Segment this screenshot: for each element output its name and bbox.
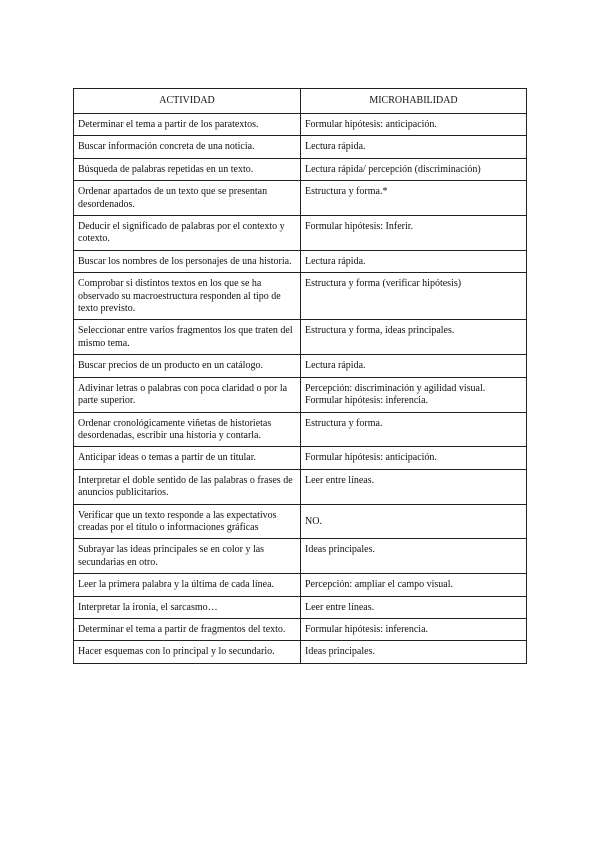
table-row — [74, 114, 527, 136]
microskill-cell: Ideas principales. — [301, 641, 527, 663]
table-row — [74, 539, 527, 574]
microskill-cell: Percepción: discriminación y agilidad visual. Formular hipótesis: inferencia. — [301, 377, 527, 412]
table-body — [74, 114, 527, 664]
activity-cell: Buscar precios de un producto en un catálogo. — [74, 355, 301, 377]
activity-cell: Búsqueda de palabras repetidas en un texto. — [74, 158, 301, 180]
activity-cell: Seleccionar entre varios fragmentos los que traten del mismo tema. — [74, 320, 301, 355]
microskill-cell: Lectura rápida. — [301, 136, 527, 158]
table-row — [74, 469, 527, 504]
activity-cell: Verificar que un texto responde a las expectativos creadas por el título o informaciones gráficas — [74, 504, 301, 539]
activity-cell: Leer la primera palabra y la última de cada línea. — [74, 574, 301, 596]
microskill-cell: Estructura y forma. — [301, 412, 527, 447]
table-row — [74, 618, 527, 640]
table-row — [74, 596, 527, 618]
microskill-cell: Leer entre líneas. — [301, 596, 527, 618]
table-row — [74, 412, 527, 447]
microskill-cell: Ideas principales. — [301, 539, 527, 574]
microskill-cell: Percepción: ampliar el campo visual. — [301, 574, 527, 596]
header-activity: ACTIVIDAD — [74, 89, 301, 114]
microskill-cell: Leer entre líneas. — [301, 469, 527, 504]
microskill-cell: Formular hipótesis: anticipación. — [301, 447, 527, 469]
activity-cell: Deducir el significado de palabras por el contexto y cotexto. — [74, 216, 301, 251]
microskill-cell: Formular hipótesis: anticipación. — [301, 114, 527, 136]
microskill-cell: Lectura rápida/ percepción (discriminación) — [301, 158, 527, 180]
table-row — [74, 136, 527, 158]
table-row — [74, 447, 527, 469]
activity-cell: Determinar el tema a partir de los paratextos. — [74, 114, 301, 136]
activity-cell: Interpretar la ironía, el sarcasmo… — [74, 596, 301, 618]
header-microskill: MICROHABILIDAD — [301, 89, 527, 114]
activity-microskill-table — [73, 88, 527, 664]
activity-cell: Interpretar el doble sentido de las palabras o frases de anuncios publicitarios. — [74, 469, 301, 504]
activity-cell: Comprobar si distintos textos en los que se ha observado su macroestructura responden al tipo de texto previsto. — [74, 273, 301, 320]
microskill-cell: Formular hipótesis: inferencia. — [301, 618, 527, 640]
microskill-cell: Lectura rápida. — [301, 250, 527, 272]
table-row — [74, 377, 527, 412]
table-row — [74, 250, 527, 272]
microskill-cell: Lectura rápida. — [301, 355, 527, 377]
table-row — [74, 355, 527, 377]
activity-cell: Buscar los nombres de los personajes de una historia. — [74, 250, 301, 272]
table-row — [74, 158, 527, 180]
table-row — [74, 641, 527, 663]
activity-cell: Determinar el tema a partir de fragmentos del texto. — [74, 618, 301, 640]
table-row — [74, 574, 527, 596]
activity-cell: Anticipar ideas o temas a partir de un titular. — [74, 447, 301, 469]
activity-cell: Ordenar apartados de un texto que se presentan desordenados. — [74, 181, 301, 216]
table-row — [74, 273, 527, 320]
microskill-cell: Estructura y forma, ideas principales. — [301, 320, 527, 355]
activity-cell: Hacer esquemas con lo principal y lo secundario. — [74, 641, 301, 663]
table-row — [74, 181, 527, 216]
activity-cell: Subrayar las ideas principales se en color y las secundarias en otro. — [74, 539, 301, 574]
activity-cell: Buscar información concreta de una noticia. — [74, 136, 301, 158]
table-header-row — [74, 89, 527, 114]
microskill-cell: Estructura y forma.* — [301, 181, 527, 216]
microskill-cell: Estructura y forma (verificar hipótesis) — [301, 273, 527, 320]
table-row — [74, 216, 527, 251]
table-row — [74, 504, 527, 539]
microskill-cell: NO. — [301, 504, 527, 539]
activity-cell: Adivinar letras o palabras con poca claridad o por la parte superior. — [74, 377, 301, 412]
table-row — [74, 320, 527, 355]
microskill-cell: Formular hipótesis: Inferir. — [301, 216, 527, 251]
activity-cell: Ordenar cronológicamente viñetas de historietas desordenadas, escribir una historia y contarla. — [74, 412, 301, 447]
